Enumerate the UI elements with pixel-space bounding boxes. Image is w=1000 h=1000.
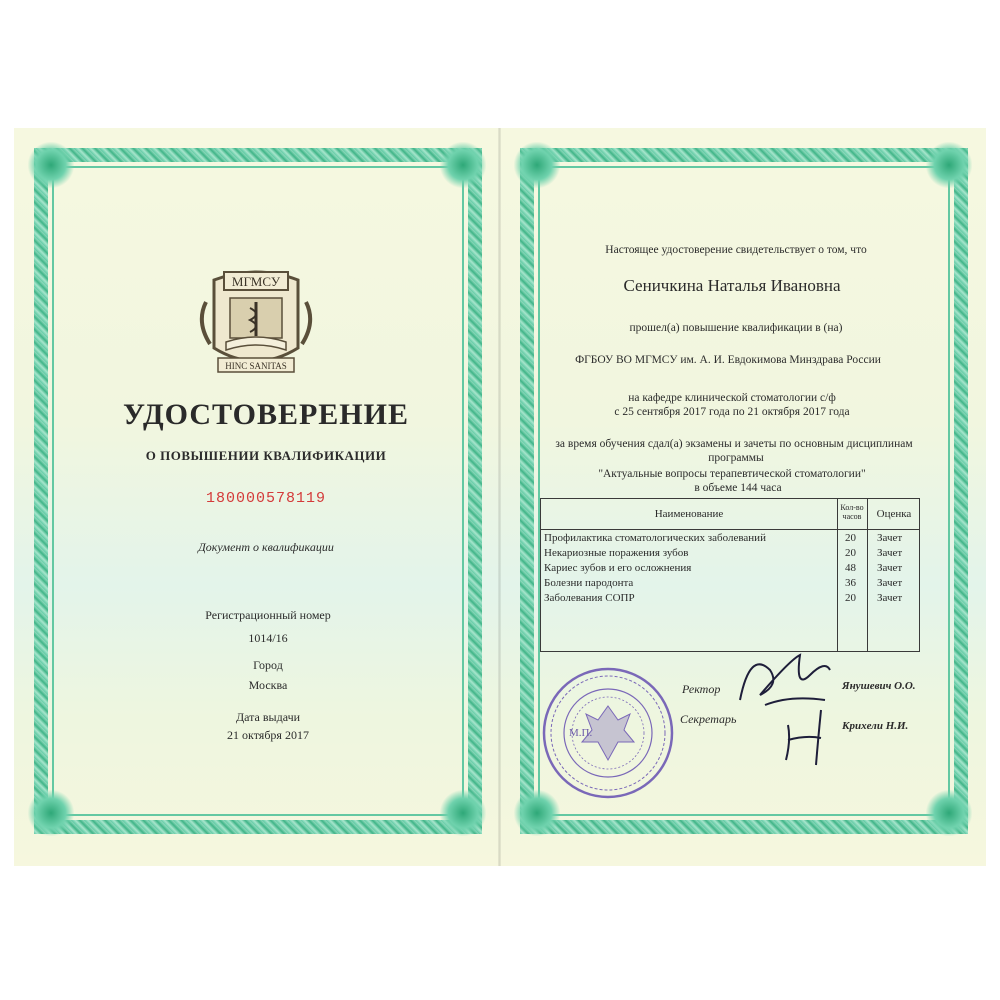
discipline-grade: Зачет (877, 532, 903, 544)
issue-date-value: 21 октября 2017 (227, 728, 309, 742)
corner-ornament (926, 790, 972, 836)
program-name: "Актуальные вопросы терапевтической стоматологии" (598, 468, 866, 480)
table-header-hours: Кол-во часов (840, 503, 864, 521)
discipline-grade: Зачет (877, 577, 903, 589)
discipline-hours: 20 (845, 547, 856, 559)
discipline-name: Кариес зубов и его осложнения (544, 562, 692, 574)
corner-ornament (926, 142, 972, 188)
corner-ornament (28, 790, 74, 836)
secretary-name: Крихели Н.И. (842, 720, 909, 732)
registration-value: 1014/16 (248, 631, 288, 645)
fold-crease (498, 128, 501, 866)
registration-label: Регистрационный номер (205, 608, 331, 622)
discipline-name: Болезни пародонта (544, 577, 634, 589)
corner-ornament (440, 142, 486, 188)
university-emblem (196, 262, 316, 386)
official-seal (538, 664, 678, 802)
document-title: УДОСТОВЕРЕНИЕ (123, 398, 409, 431)
serial-number: 180000578119 (205, 490, 327, 507)
discipline-hours: 48 (845, 562, 856, 574)
rector-name: Янушевич О.О. (842, 680, 916, 692)
discipline-hours: 20 (845, 532, 856, 544)
holder-full-name: Сеничкина Наталья Ивановна (623, 276, 841, 295)
document-type: Документ о квалификации (198, 540, 334, 554)
seal-label: М.П. (569, 727, 593, 739)
discipline-name: Профилактика стоматологических заболеваний (544, 532, 766, 544)
discipline-grade: Зачет (877, 562, 903, 574)
discipline-grade: Зачет (877, 547, 903, 559)
program-volume: в объеме 144 часа (694, 482, 782, 494)
disciplines-table (540, 498, 920, 652)
discipline-grade: Зачет (877, 592, 903, 604)
emblem-top-text: МГМСУ (231, 274, 281, 289)
document-subtitle: О ПОВЫШЕНИИ КВАЛИФИКАЦИИ (145, 448, 387, 463)
program-word: программы (708, 452, 764, 464)
table-header-row (541, 499, 919, 530)
table-header-grade: Оценка (876, 508, 912, 520)
secretary-signature (776, 700, 836, 770)
corner-ornament (514, 142, 560, 188)
certificate-intro: Настоящее удостоверение свидетельствует о том, что (605, 244, 867, 256)
exams-statement: за время обучения сдал(а) экзамены и зачеты по основным дисциплинам (555, 438, 913, 450)
department-name: на кафедре клинической стоматологии с/ф (628, 392, 836, 404)
passed-statement: прошел(а) повышение квалификации в (на) (629, 322, 843, 334)
emblem-motto-text: HINC SANITAS (225, 361, 287, 371)
discipline-name: Некариозные поражения зубов (544, 547, 689, 559)
corner-ornament (440, 790, 486, 836)
city-label: Город (253, 658, 283, 672)
secretary-role: Секретарь (680, 712, 737, 726)
issue-date-label: Дата выдачи (235, 710, 301, 724)
table-header-name: Наименование (654, 508, 724, 520)
discipline-name: Заболевания СОПР (544, 592, 635, 604)
rector-role: Ректор (682, 682, 721, 696)
organization-name: ФГБОУ ВО МГМСУ им. А. И. Евдокимова Минздрава России (575, 354, 881, 366)
discipline-hours: 36 (845, 577, 856, 589)
city-value: Москва (248, 678, 288, 692)
training-period: с 25 сентября 2017 года по 21 октября 2017 года (614, 406, 850, 418)
corner-ornament (28, 142, 74, 188)
discipline-hours: 20 (845, 592, 856, 604)
